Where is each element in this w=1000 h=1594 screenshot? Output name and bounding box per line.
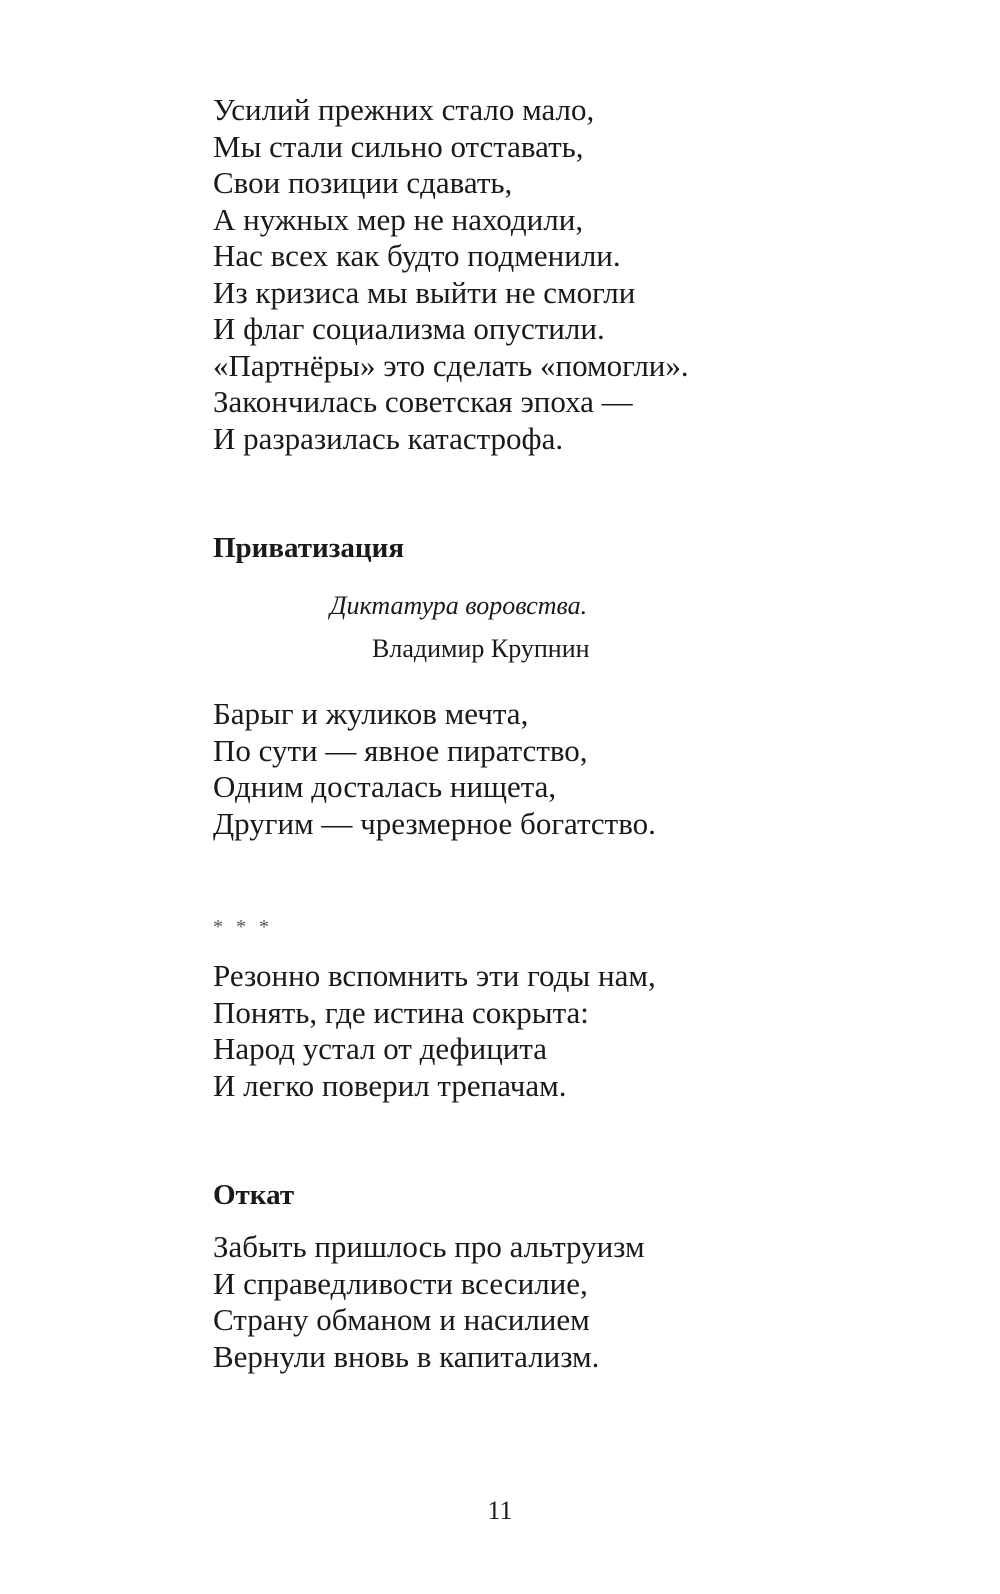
poem-line: А нужных мер не находили, (213, 201, 584, 237)
poem-stanza-opening (213, 92, 689, 457)
poem-line: И справедливости всесилие, (213, 1265, 588, 1301)
page-number: 11 (487, 1496, 513, 1525)
poem-line: Барыг и жуликов мечта, (213, 696, 529, 731)
poem-stanza-privatization (213, 696, 656, 842)
poem-line: Страну обманом и насилием (213, 1302, 590, 1337)
epigraph-author: Владимир Крупнин (372, 634, 590, 663)
poem-line: Народ устал от дефицита (213, 1031, 548, 1066)
poem-line: Понять, где истина сокрыта: (213, 994, 589, 1030)
poem-line: И легко поверил трепачам. (213, 1067, 567, 1103)
poem-line: Усилий прежних стало мало, (213, 92, 595, 127)
poem-line: Вернули вновь в капитализм. (213, 1338, 600, 1374)
epigraph-text: Диктатура воровства. (330, 591, 588, 620)
poem-line: Забыть пришлось про альтруизм (213, 1229, 645, 1264)
poem-line: И флаг социализма опустили. (213, 311, 605, 346)
poem-line: Резонно вспомнить эти годы нам, (213, 958, 656, 993)
poem-stanza-otkat (213, 1229, 645, 1375)
poem-line: Одним досталась нищета, (213, 769, 557, 804)
poem-stanza-years (213, 958, 656, 1104)
poem-line: Из кризиса мы выйти не смогли (213, 274, 636, 310)
poem-line: Закончилась советская эпоха — (213, 384, 633, 419)
poem-line: «Партнёры» это сделать «помогли». (213, 347, 689, 383)
poem-line: Нас всех как будто подменили. (213, 238, 621, 273)
poem-line: И разразилась катастрофа. (213, 420, 564, 456)
poem-line: По сути — явное пиратство, (213, 732, 588, 768)
poem-line: Мы стали сильно отставать, (213, 128, 584, 164)
poem-line: Свои позиции сдавать, (213, 165, 513, 200)
section-title-otkat: Откат (213, 1179, 295, 1211)
stanza-separator: * * * (213, 916, 273, 938)
poem-line: Другим — чрезмерное богатство. (213, 805, 656, 841)
section-title-privatization: Приватизация (213, 532, 405, 564)
